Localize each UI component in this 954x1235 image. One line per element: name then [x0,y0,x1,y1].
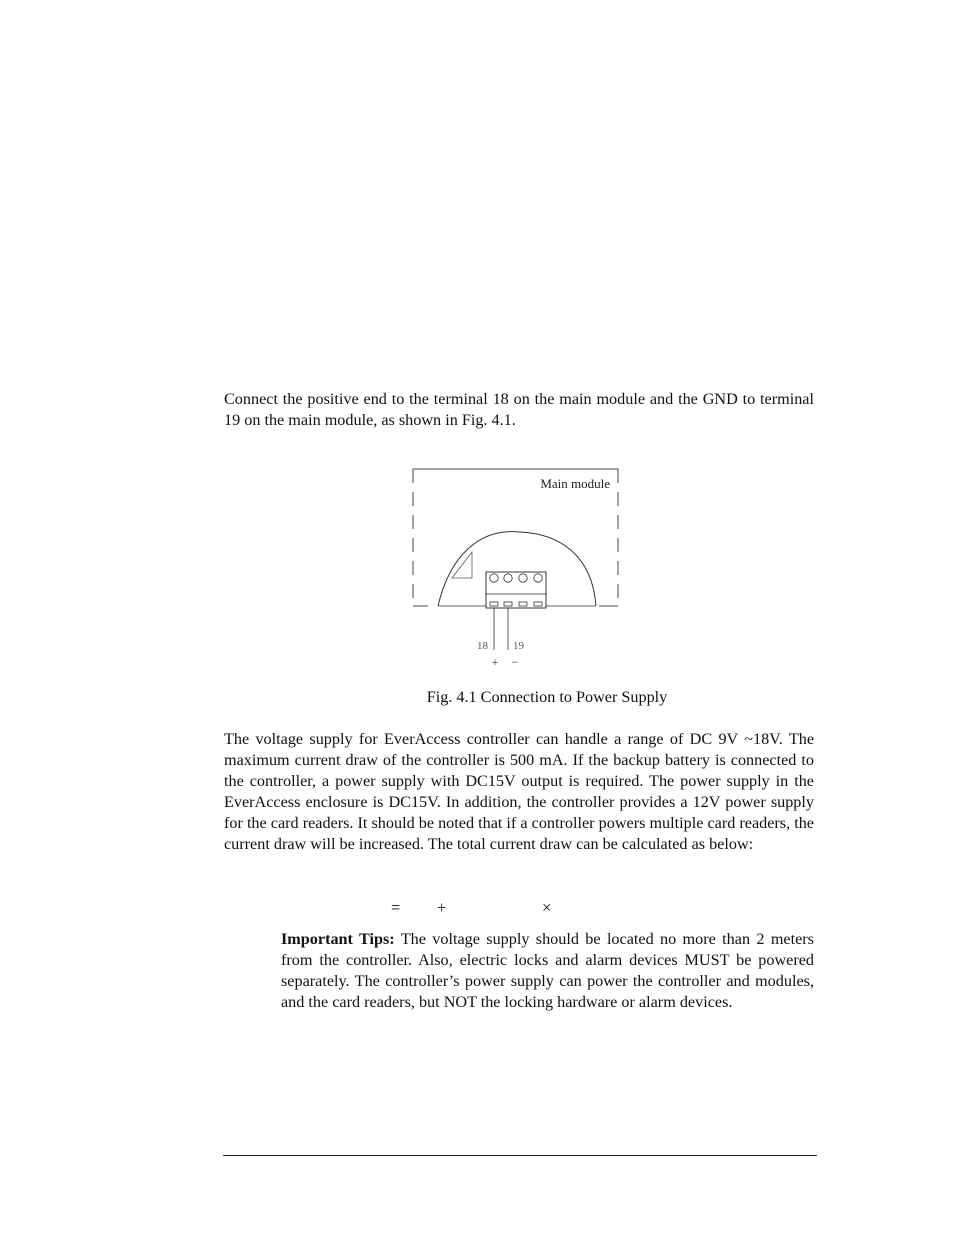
voltage-paragraph: The voltage supply for EverAccess controller can handle a range of DC 9V ~18V. The maximum current draw of the controller is 500 mA. If the backup battery is connected to the controller, a power supply with DC15V output is required. The power supply in the EverAccess enclosure is DC15V. In addition, the controller provides a 12V power supply for the card readers. It should be noted that if a controller powers multiple card readers, the current draw will be increased. The total current draw can be calculated as below: [224,730,814,853]
tip-text: The voltage supply should be located no more than 2 meters from the controller. Also, electric locks and alarm devices MUST be powered separately. The controller’s power supply can power the controller and modules, and the card readers, but NOT the locking hardware or alarm devices. [281,930,814,1011]
formula-equals: = [391,898,401,917]
formula-times: × [542,898,552,917]
intro-paragraph: Connect the positive end to the terminal 18 on the main module and the GND to terminal 19 on the main module, as shown in Fig. 4.1. [224,390,814,429]
footer-rule [223,1155,817,1156]
negative-sign: − [511,655,519,669]
terminal-18-label: 18 [477,640,488,652]
tip-label: Important Tips: [281,930,395,948]
module-label: Main module [540,476,610,491]
positive-sign: + [491,655,499,669]
power-connection-diagram [400,460,630,675]
terminal-block [486,572,546,608]
important-tips [281,929,814,1013]
terminal-19-label: 19 [513,640,524,652]
figure-caption: Fig. 4.1 Connection to Power Supply [426,688,668,706]
formula-plus: + [437,898,447,917]
